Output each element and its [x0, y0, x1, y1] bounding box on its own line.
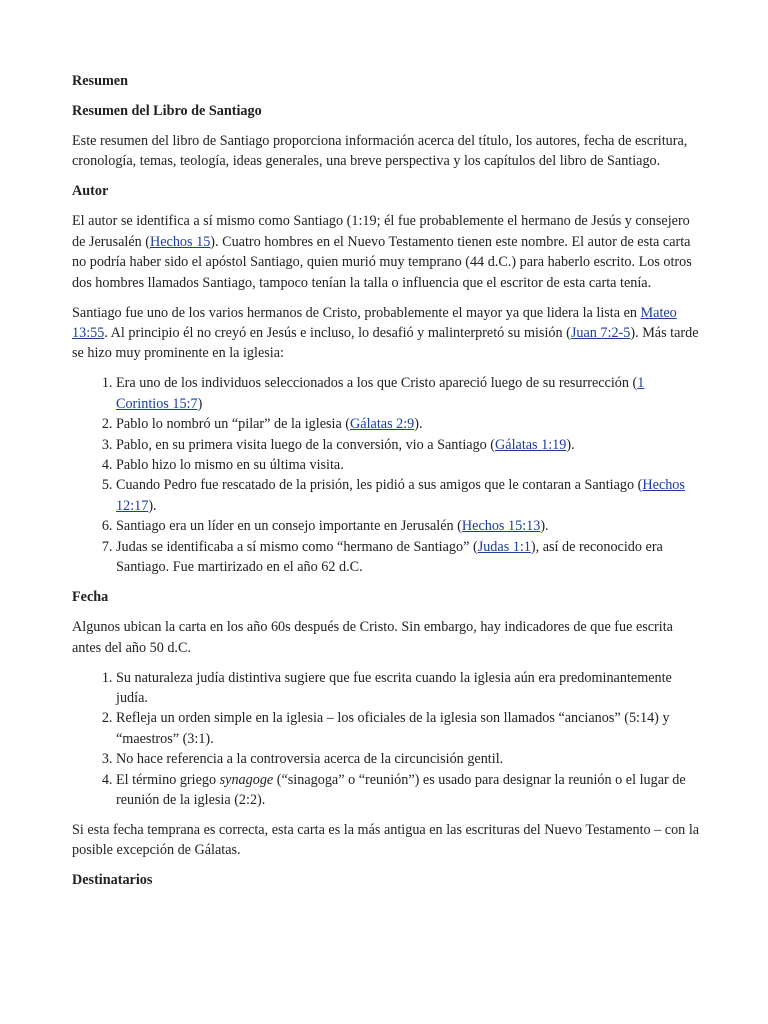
section-heading-autor: Autor [72, 183, 109, 200]
document-body [72, 71, 700, 900]
text-span: ). [566, 436, 575, 453]
document-title: Resumen [72, 73, 128, 89]
text-span: ) [197, 395, 203, 412]
section-heading-destinatarios: Destinatarios [72, 872, 153, 889]
list-item [116, 537, 700, 578]
text-span: No hace referencia a la controversia acerca de la circuncisión gentil. [116, 751, 504, 768]
link-hechos-15[interactable]: Hechos 15 [150, 233, 211, 250]
list-item [116, 708, 700, 749]
text-span: Judas se identificaba a sí mismo como “hermano de Santiago” ( [116, 538, 478, 555]
list-item [116, 435, 700, 455]
text-span: ). [414, 416, 423, 433]
link-juan-7-2-5[interactable]: Juan 7:2-5 [570, 325, 631, 342]
text-span: ). Más tarde se hizo muy prominente en la iglesia: [72, 325, 699, 362]
text-span: Cuando Pedro fue rescatado de la prisión, les pidió a sus amigos que le contaran a Santiago ( [116, 477, 643, 494]
list-item [116, 749, 700, 769]
autor-list [72, 373, 700, 577]
text-span: Pablo lo nombró un “pilar” de la iglesia ( [116, 416, 351, 433]
list-item [116, 414, 700, 434]
text-span: ). [540, 518, 549, 535]
text-span: Santiago era un líder en un consejo importante en Jerusalén ( [116, 518, 462, 535]
document-subtitle: Resumen del Libro de Santiago [72, 103, 262, 119]
fecha-list [72, 668, 700, 811]
autor-paragraph-1 [72, 211, 700, 293]
text-span: ), así de reconocido era Santiago. Fue martirizado en el año 62 d.C. [116, 538, 663, 576]
text-span: ). [148, 497, 157, 514]
list-item [116, 770, 700, 811]
autor-paragraph-2 [72, 303, 700, 364]
text-span: Su naturaleza judía distintiva sugiere que fue escrita cuando la iglesia aún era predominantemente judía. [116, 669, 672, 706]
text-span: Pablo hizo lo mismo en su última visita. [116, 457, 344, 474]
text-span: (“sinagoga” o “reunión”) es usado para designar la reunión o el lugar de reunión de la iglesia (2:2). [116, 771, 686, 808]
list-item [116, 455, 700, 475]
section-heading-fecha: Fecha [72, 589, 109, 606]
text-span: El término griego [116, 771, 220, 788]
link-galatas-1-19[interactable]: Gálatas 1:19 [495, 436, 567, 453]
intro-paragraph: Este resumen del libro de Santiago proporciona información acerca del título, los autores, fecha de escritura, cronología, temas, teología, ideas generales, una breve perspectiva y los capítulos del libro de Santiago. [72, 133, 688, 170]
link-1-corintios-15-7[interactable]: 1 Corintios 15:7 [116, 375, 645, 412]
link-hechos-15-13[interactable]: Hechos 15:13 [461, 518, 541, 535]
list-item [116, 668, 700, 709]
text-span: El autor se identifica a sí mismo como Santiago (1:19; él fue probablemente el hermano de Jesús y consejero de Jerusalén ( [72, 213, 690, 250]
fecha-paragraph-2: Si esta fecha temprana es correcta, esta carta es la más antigua en las escrituras del Nuevo Testamento – con la posible excepción de Gálatas. [72, 821, 700, 859]
list-item [116, 373, 700, 414]
text-span: Refleja un orden simple en la iglesia – los oficiales de la iglesia son llamados “ancianos” (5:14) y “maestros” (3:1). [116, 710, 670, 747]
link-judas-1-1[interactable]: Judas 1:1 [477, 538, 531, 555]
list-item [116, 475, 700, 516]
text-span: Santiago fue uno de los varios hermanos de Cristo, probablemente el mayor ya que lidera la lista en [72, 304, 641, 321]
fecha-paragraph-1: Algunos ubican la carta en los año 60s después de Cristo. Sin embargo, hay indicadores de que fue escrita antes del año 50 d.C. [72, 619, 673, 656]
text-span: Era uno de los individuos seleccionados a los que Cristo apareció luego de su resurrección ( [116, 375, 638, 392]
list-item [116, 516, 700, 536]
link-mateo-13-55[interactable]: Mateo 13:55 [72, 304, 677, 342]
greek-term: synagoge [219, 771, 274, 788]
text-span: . Al principio él no creyó en Jesús e incluso, lo desafió y malinterpretó su misión ( [104, 325, 571, 342]
link-galatas-2-9[interactable]: Gálatas 2:9 [350, 416, 415, 433]
link-hechos-12-17[interactable]: Hechos 12:17 [116, 477, 685, 514]
text-span: ). Cuatro hombres en el Nuevo Testamento tienen este nombre. El autor de esta carta no podría haber sido el apóstol Santiago, quien murió muy temprano (44 d.C.) para haberlo escrito. Los otros dos hombres llamados Santiago, tampoco tenían la talla o influencia que el escritor de esta carta tenía. [72, 233, 692, 291]
text-span: Pablo, en su primera visita luego de la conversión, vio a Santiago ( [116, 436, 496, 453]
